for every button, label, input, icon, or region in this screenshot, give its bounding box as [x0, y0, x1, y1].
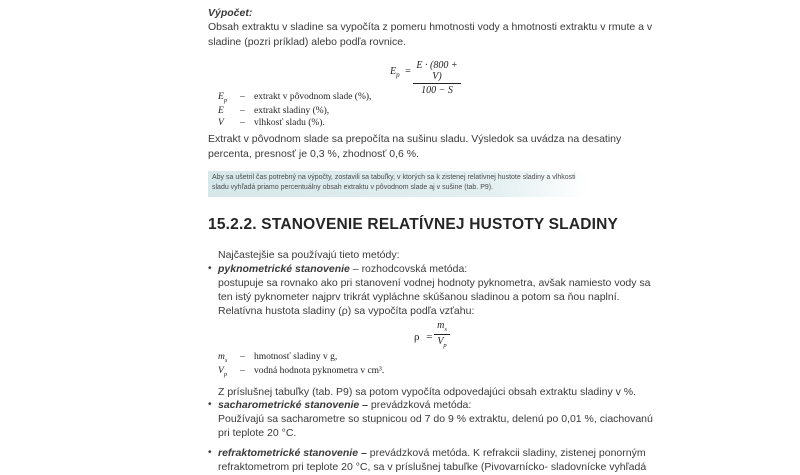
extract-fraction [413, 60, 461, 96]
legend-row [218, 118, 371, 130]
rho-equals: = [426, 331, 433, 343]
density-legend [218, 352, 384, 381]
legend-row [218, 352, 384, 366]
legend-dash: – [240, 352, 245, 362]
legend-row [218, 92, 371, 106]
legend-subscript: p [223, 96, 228, 104]
method-suffix: prevádzková metóda. K refrakcii sladiny, zistenej ponorným [366, 447, 646, 459]
formula-lhs-sub: p [396, 71, 400, 79]
formula-equals: = [405, 66, 411, 77]
method1-line2: postupuje sa rovnako ako pri stanovení vodnej hodnoty pyknometra, avšak namiesto vody sa [218, 277, 651, 289]
vypocet-para2-line1: Extrakt v pôvodnom slade sa prepočíta na sušinu sladu. Výsledok sa uvádza na desatiny [208, 133, 622, 145]
legend-symbol: E [218, 106, 224, 117]
method1-line5: Z príslušnej tabuľky (tab. P9) sa potom vypočíta odpovedajúci obsah extraktu sladiny v %. [218, 386, 637, 398]
legend-text: extrakt v pôvodnom slade (%), [254, 92, 372, 102]
method-name: sacharometrické stanovenie – [218, 399, 368, 411]
method2-line2: Používajú sa sacharometre so stupnicou od 7 do 9 % extraktu, delenú po 0,01 %, ciachovanú [218, 413, 653, 425]
legend-symbol: V [218, 117, 224, 128]
note-line2: sladu vyhľadá priamo percentuálny obsah extraktu v pôvodnom slade aj v sušine (tab. P9). [212, 184, 494, 191]
legend-text: vlhkosť sladu (%). [254, 117, 325, 128]
info-note-box [208, 171, 588, 197]
bullet-icon: • [208, 263, 212, 274]
legend-text: extrakt sladiny (%), [254, 106, 330, 117]
method1-line4: Relatívna hustota sladiny (ρ) sa vypočíta podľa vzťahu: [218, 305, 475, 317]
legend-text: vodná hodnota pyknometra v cm³. [254, 366, 385, 377]
method-suffix: prevádzková metóda: [368, 399, 472, 411]
section-heading: 15.2.2. STANOVENIE RELATÍVNEJ HUSTOTY SLADINY [208, 216, 619, 233]
formula-denominator: 100 − S [421, 85, 453, 96]
vypocet-para1-line1: Obsah extraktu v sladine sa vypočíta z pomeru hmotnosti vody a hmotnosti extraktu v rmute a v [208, 21, 653, 33]
legend-dash: – [240, 117, 245, 128]
vypocet-para2-line2: percenta, presnosť je 0,3 %, zhodnosť 0,6 %. [208, 148, 419, 160]
rho-lhs: ρ [414, 331, 420, 343]
legend-dash: – [240, 366, 245, 377]
legend-subscript: p [223, 371, 228, 379]
bullet-icon: • [208, 447, 212, 458]
method-name: refraktometrické stanovenie – [218, 447, 367, 459]
legend-text: hmotnosť sladiny v g, [254, 352, 338, 362]
method-pyknometric [218, 262, 467, 277]
method1-line3: ten istý pyknometer najprv trikrát vypláchne skúšanou sladinou a potom sa ňou naplní. [218, 291, 620, 303]
method2-line3: pri teplote 20 °C. [218, 427, 297, 439]
legend-symbol: V [218, 366, 224, 377]
method-name: pyknometrické stanovenie [218, 263, 350, 275]
legend-row [218, 106, 371, 118]
legend-row [218, 366, 384, 380]
legend-symbol: m [218, 352, 225, 362]
extract-formula [390, 66, 414, 79]
rho-numerator-sub: s [444, 326, 447, 333]
method-refractometric [218, 446, 646, 461]
vypocet-title: Výpočet: [208, 7, 253, 19]
legend-dash: – [240, 92, 245, 102]
rho-denominator-sub: p [443, 342, 447, 349]
method3-line2: refraktometrom pri teplote 20 °C, sa v príslušnej tabuľke (Pivovarnícko- sladovnícke vyhľadá [218, 461, 647, 473]
methods-intro: Najčastejšie sa používajú tieto metódy: [218, 249, 400, 261]
rho-numerator: m [437, 320, 445, 331]
legend-symbol: E [218, 92, 224, 102]
bullet-icon: • [208, 399, 212, 410]
vypocet-para1-line2: sladine (pozri príklad) alebo podľa rovnice. [208, 36, 407, 48]
legend-subscript: s [224, 356, 228, 364]
note-line1: Aby sa ušetril čas potrebný na výpočty, zostavili sa tabuľky, v ktorých sa k zistenej relatívnej hustote sladiny a vlhkosti [212, 174, 576, 181]
formula-numerator: E · (800 + V) [416, 60, 458, 82]
legend-dash: – [240, 106, 245, 117]
rho-denominator: V [437, 336, 444, 347]
formula-lhs: E [390, 66, 397, 77]
variables-legend [218, 92, 371, 129]
density-fraction [434, 320, 450, 349]
method-suffix: – rozhodcovská metóda: [349, 263, 468, 275]
method-saccharometric [218, 398, 471, 413]
